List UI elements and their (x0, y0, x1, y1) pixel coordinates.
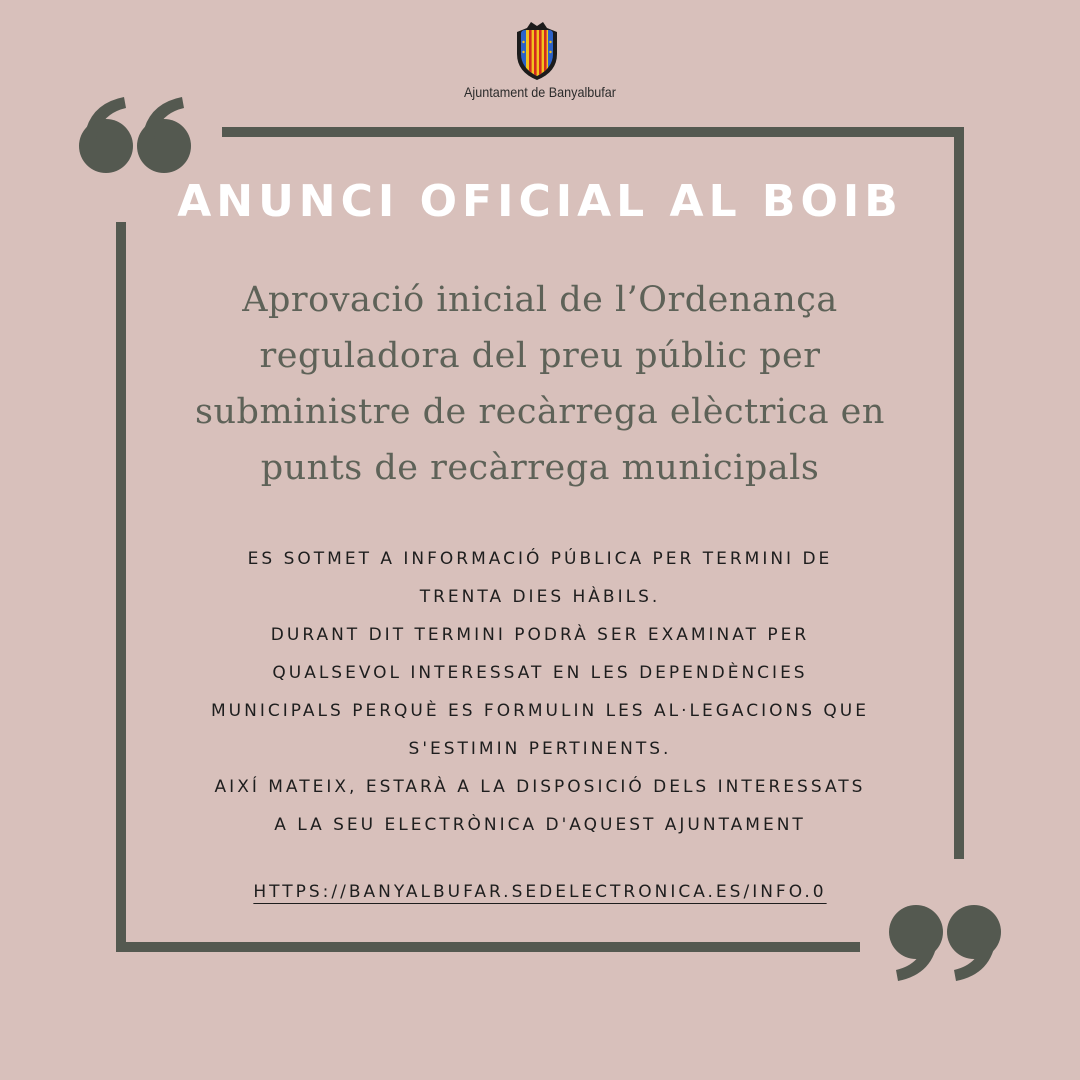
body-line: TRENTA DIES HÀBILS. (419, 587, 661, 607)
body-line: QUALSEVOL INTERESSAT EN LES DEPENDÈNCIES (272, 663, 808, 683)
body-line: S'ESTIMIN PERTINENTS. (408, 739, 672, 759)
close-quote-icon (886, 904, 1002, 982)
body-line: AIXÍ MATEIX, ESTARÀ A LA DISPOSICIÓ DELS INTERESSATS (214, 777, 866, 797)
open-quote-icon (78, 96, 194, 174)
sede-electronica-link[interactable]: HTTPS://BANYALBUFAR.SEDELECTRONICA.ES/INFO.0 (253, 882, 827, 902)
notice-subtitle (130, 272, 950, 496)
body-line: DURANT DIT TERMINI PODRÀ SER EXAMINAT PER (270, 625, 810, 645)
body-line: A LA SEU ELECTRÒNICA D'AQUEST AJUNTAMENT (274, 815, 806, 835)
notice-body (120, 540, 960, 844)
municipal-crest-icon (513, 22, 561, 80)
subtitle-line: subministre de recàrrega elèctrica en (195, 392, 885, 432)
body-line: ES SOTMET A INFORMACIÓ PÚBLICA PER TERMINI DE (247, 549, 833, 569)
body-line: MUNICIPALS PERQUÈ ES FORMULIN LES AL·LEGACIONS QUE (211, 701, 869, 721)
subtitle-line: reguladora del preu públic per (259, 336, 821, 376)
frame-top-line (222, 127, 964, 137)
subtitle-line: Aprovació inicial de l’Ordenança (242, 280, 838, 320)
notice-title: ANUNCI OFICIAL AL BOIB (177, 176, 903, 227)
subtitle-line: punts de recàrrega municipals (260, 448, 820, 488)
organization-name: Ajuntament de Banyalbufar (463, 84, 616, 100)
frame-bottom-line (116, 942, 860, 952)
